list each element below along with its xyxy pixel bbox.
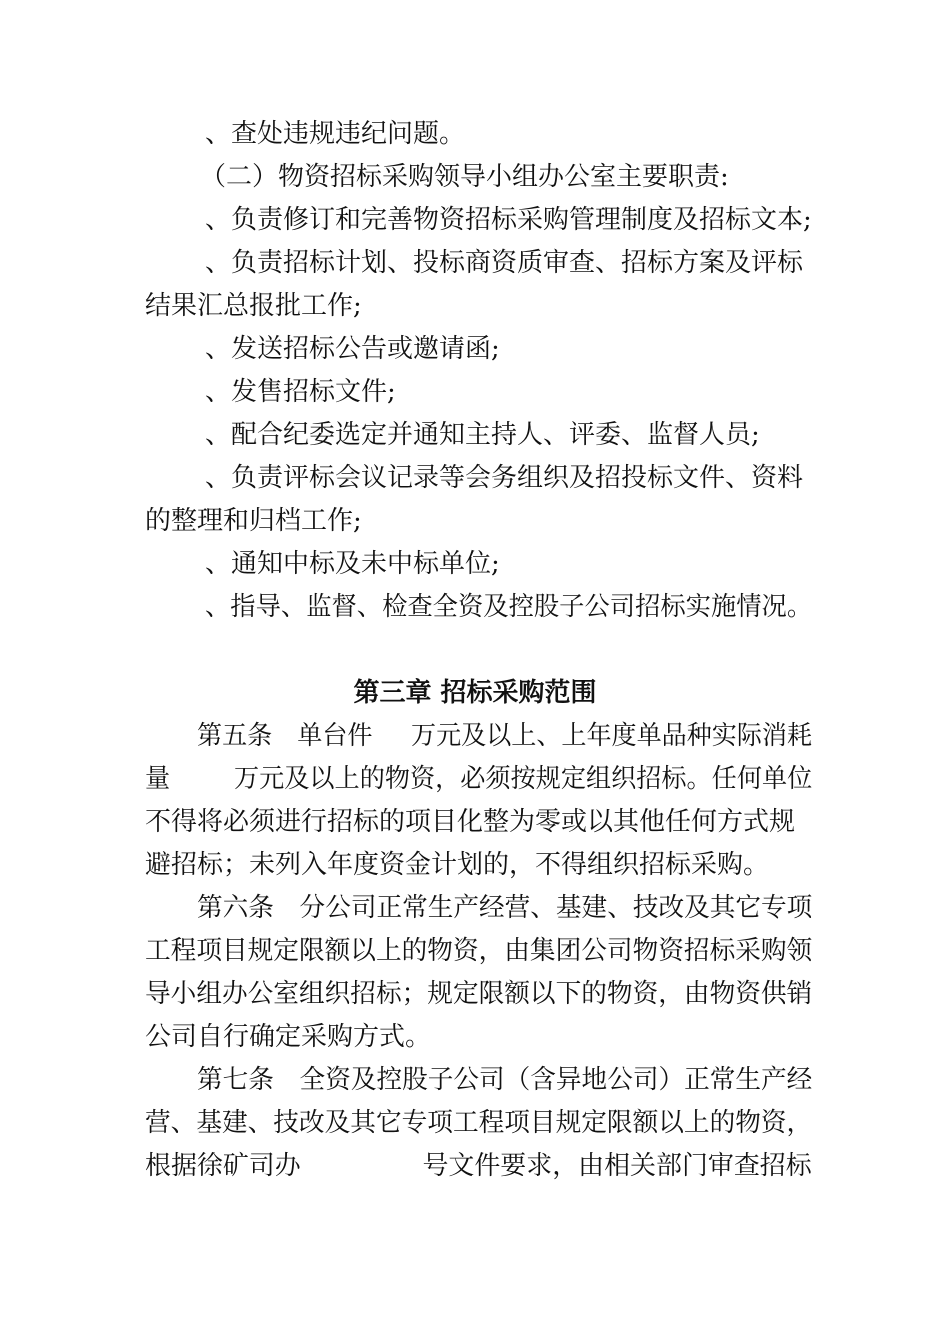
section-heading: （二）物资招标采购领导小组办公室主要职责: [200,162,729,192]
article-5-line-4: 避招标；未列入年度资金计划的，不得组织招标采购。 [145,850,770,880]
duty-item: 、发售招标文件; [205,377,396,407]
article-6-line-1 [197,888,812,928]
article-7-line-2: 营、基建、技改及其它专项工程项目规定限额以上的物资， [145,1108,813,1138]
duty-item: 、负责评标会议记录等会务组织及招投标文件、资料 [205,463,804,493]
duty-item: 、发送招标公告或邀请函; [205,334,500,364]
article-5-line-2 [145,759,812,799]
article-text: 分公司正常生产经营、基建、技改及其它专项 [299,893,813,923]
duty-item: 、指导、监督、检查全资及控股子公司招标实施情况。 [205,592,813,622]
article-text: 量 [145,764,171,794]
article-7-line-3 [145,1146,812,1186]
article-label: 第七条 [197,1065,274,1095]
article-text: 万元及以上的物资，必须按规定组织招标。任何单位 [233,764,813,794]
article-text: 全资及控股子公司（含异地公司）正常生产经 [299,1065,813,1095]
article-7-line-1 [197,1060,812,1100]
article-label: 第六条 [197,893,274,923]
duty-item-continuation: 结果汇总报批工作; [145,291,362,321]
duty-item-continuation: 的整理和归档工作; [145,506,362,536]
duty-item: 、查处违规违纪问题。 [205,119,466,149]
article-text: 根据徐矿司办 [145,1151,301,1181]
article-text: 单台件 [297,721,373,751]
article-label: 第五条 [197,721,273,751]
duty-item: 、负责招标计划、投标商资质审查、招标方案及评标 [205,248,804,278]
chapter-title: 第三章 招标采购范围 [353,678,597,708]
article-5-line-1 [197,716,812,756]
article-5-line-3: 不得将必须进行招标的项目化整为零或以其他任何方式规 [145,807,796,837]
duty-item: 、配合纪委选定并通知主持人、评委、监督人员; [205,420,760,450]
article-6-line-3: 导小组办公室组织招标；规定限额以下的物资，由物资供销 [145,979,813,1009]
article-text: 万元及以上、上年度单品种实际消耗 [411,721,813,751]
article-text: 号文件要求，由相关部门审查招标 [422,1151,812,1181]
duty-item: 、负责修订和完善物资招标采购管理制度及招标文本; [205,205,812,235]
article-6-line-4: 公司自行确定采购方式。 [145,1022,432,1052]
duty-item: 、通知中标及未中标单位; [205,549,500,579]
article-6-line-2: 工程项目规定限额以上的物资，由集团公司物资招标采购领 [145,936,813,966]
